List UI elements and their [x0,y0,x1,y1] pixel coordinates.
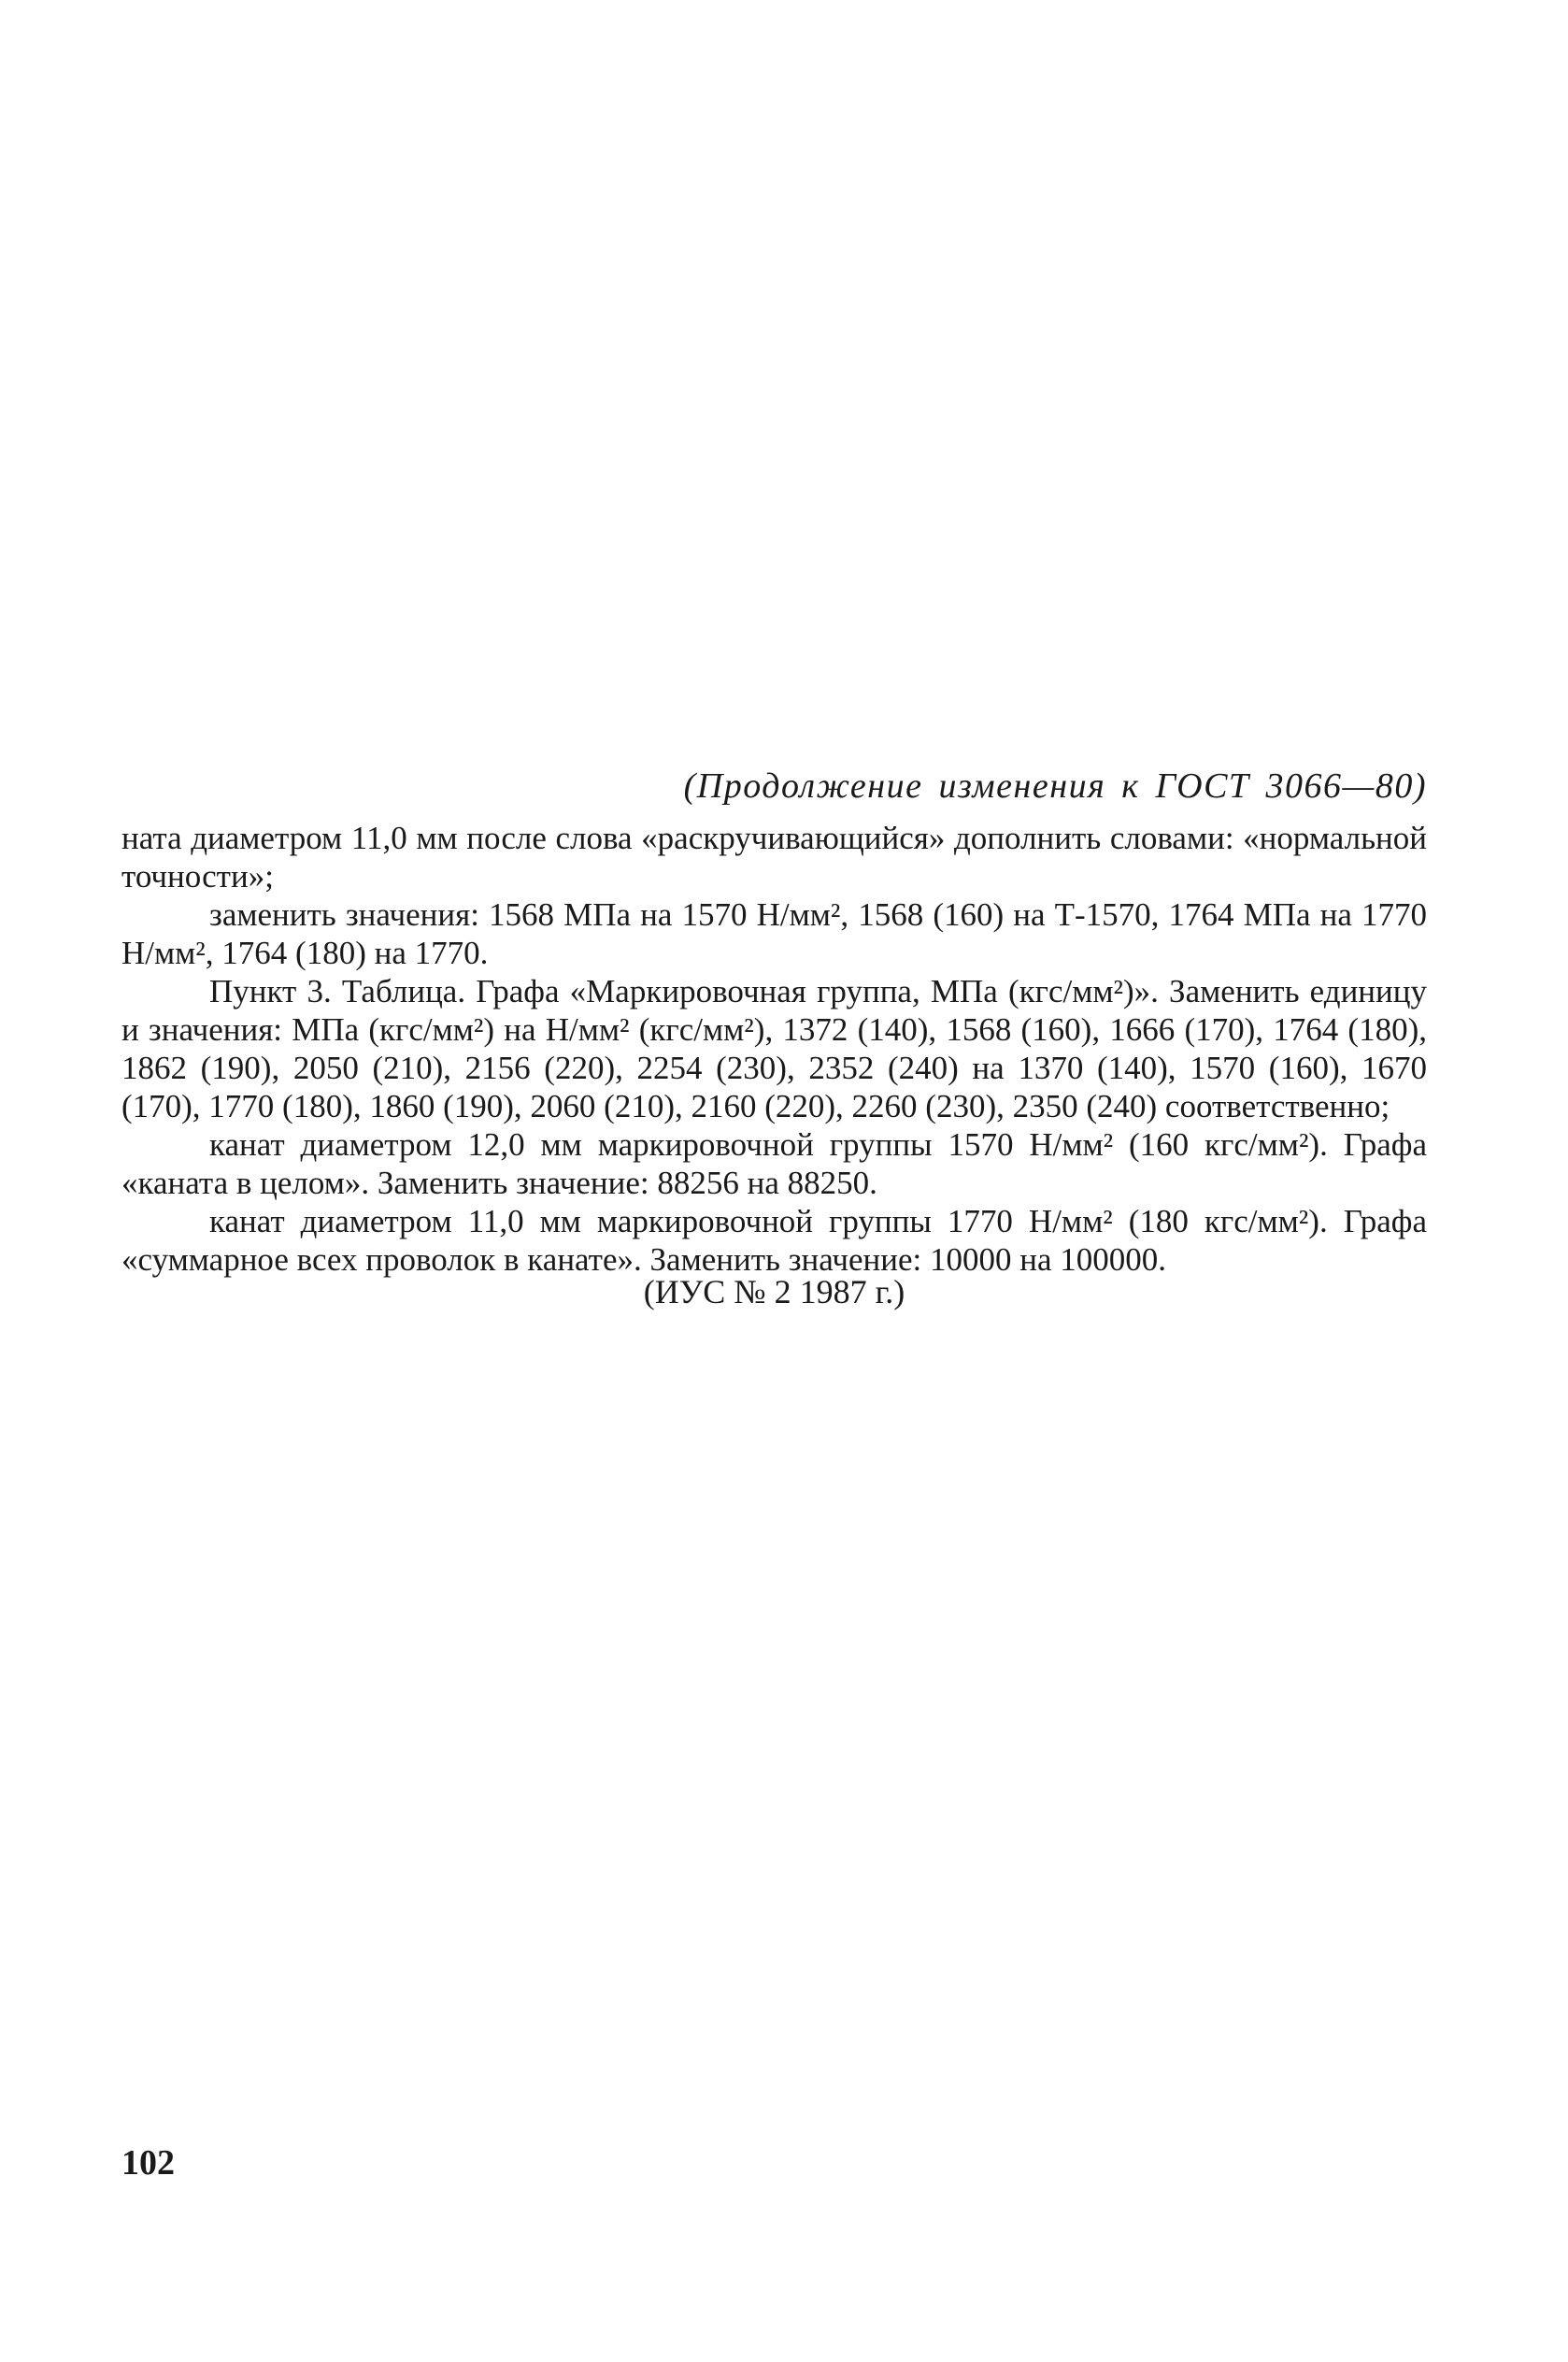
paragraph-1: ната диаметром 11,0 мм после слова «раскручивающийся» дополнить словами: «нормальной точности»; [121,820,1427,895]
continuation-header: (Продолжение изменения к ГОСТ 3066—80) [683,766,1427,806]
page-number: 102 [121,2143,175,2183]
paragraph-3: Пункт 3. Таблица. Графа «Маркировочная группа, МПа (кгс/мм²)». Заменить единицу и значения: МПа (кгс/мм²) на Н/мм² (кгс/мм²), 1372 (140), 1568 (160), 1666 (170), 1764 (180), 1862 (190), 2050 (210), 2156 (220), 2254 (230), 2352 (240) на 1370 (140), 1570 (160), 1670 (170), 1770 (180), 1860 (190), 2060 (210), 2160 (220), 2260 (230), 2350 (240) соответственно; [121,973,1427,1124]
document-body [121,819,1427,1279]
paragraph-2: заменить значения: 1568 МПа на 1570 Н/мм², 1568 (160) на Т-1570, 1764 МПа на 1770 Н/мм², 1764 (180) на 1770. [121,896,1427,971]
paragraph-4: канат диаметром 12,0 мм маркировочной группы 1570 Н/мм² (160 кгс/мм²). Графа «каната в целом». Заменить значение: 88256 на 88250. [121,1126,1427,1201]
source-reference: (ИУС № 2 1987 г.) [643,1273,905,1310]
paragraph-5: канат диаметром 11,0 мм маркировочной группы 1770 Н/мм² (180 кгс/мм²). Графа «суммарное всех проволок в канате». Заменить значение: 10000 на 100000. [121,1203,1427,1278]
